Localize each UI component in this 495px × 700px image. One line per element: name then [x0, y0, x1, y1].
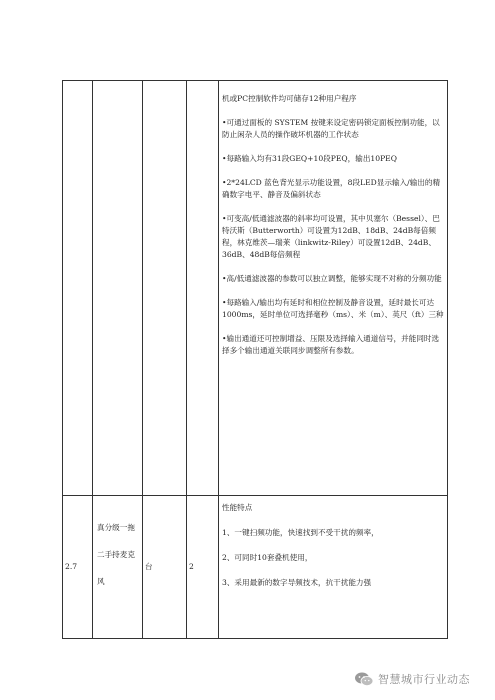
name-cell: 真分级一拖二手持麦克风	[93, 496, 143, 639]
spec-line: •每路输入/输出均有延时和相位控制及静音设置，延时最长可达1000ms，延时单位可选择毫秒（ms）、米（m）、英尺（ft）三种	[222, 298, 444, 319]
index-cell	[63, 81, 93, 496]
spec-line: •2*24LCD 蓝色背光显示功能设置，8段LED显示输入/输出的精确数字电平、静音及偏斜状态	[222, 178, 441, 199]
spec-cell	[219, 81, 448, 496]
spec-line: •输出通道还可控制增益、压限及选择输入通道信号，并能同时选择多个输出通道关联同步调整所有参数。	[222, 334, 440, 355]
feature-line: 2、可同时10套叠机使用，	[222, 553, 313, 562]
table-row	[63, 496, 448, 639]
feature-line: 1、一键扫频功能，快速找到不受干扰的频率，	[222, 528, 379, 537]
watermark-text: 智慧城市行业动态	[378, 673, 470, 686]
feature-line: 3、采用最新的数字导频技术，抗干扰能力强	[222, 578, 372, 587]
feature-heading: 性能特点	[222, 503, 253, 512]
index-cell: 2.7	[63, 496, 93, 639]
spec-line: •高/低通滤波器的参数可以独立调整，能够实现不对称的分频功能	[222, 274, 442, 283]
spec-line: 机或PC控制软件均可储存12种用户程序	[222, 94, 357, 103]
spec-line: •每路输入均有31段GEQ+10段PEQ，输出10PEQ	[222, 154, 397, 163]
qty-cell	[187, 81, 219, 496]
spec-line: •可通过面板的 SYSTEM 按键来设定密码锁定面板控制功能，以防止闲杂人员的操作破坏机器的工作状态	[222, 118, 440, 139]
spec-line: •可变高/低通滤波器的斜率均可设置，其中贝塞尔（Bessel）、巴特沃斯（Butterworth）可设置为12dB、18dB、24dB每倍频程，林克维茨—瑞莱（linkwitz-Riley）可设置12dB、24dB、36dB、48dB每倍频程	[222, 214, 440, 259]
qty-cell: 2	[187, 496, 219, 639]
spec-cell	[219, 496, 448, 639]
unit-cell	[143, 81, 187, 496]
watermark	[354, 671, 470, 687]
name-cell	[93, 81, 143, 496]
table-row	[63, 81, 448, 496]
unit-cell: 台	[143, 496, 187, 639]
spec-table	[62, 80, 448, 639]
wechat-icon	[354, 671, 374, 687]
